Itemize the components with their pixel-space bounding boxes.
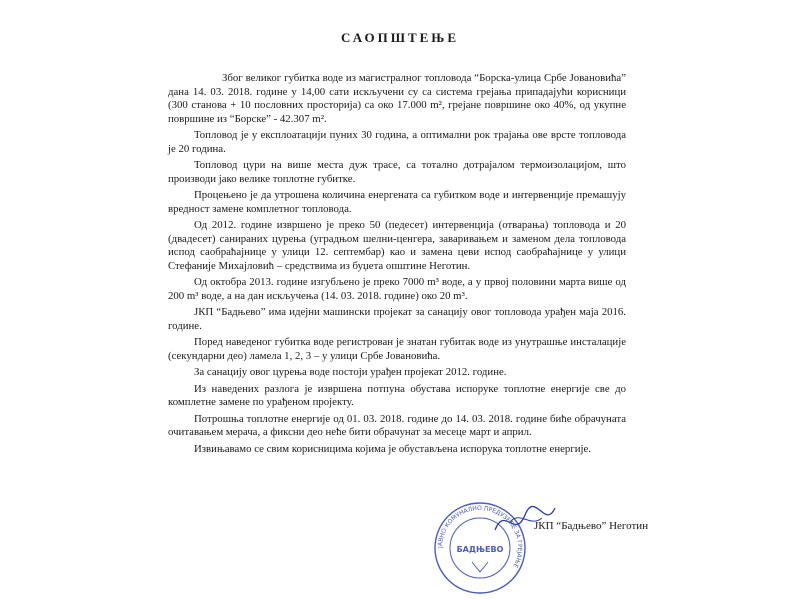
paragraph-7: ЈКП “Бадњево” има идејни машински пројекат за санацију овог топловода урађен маја 2016. године. xyxy=(168,306,626,332)
paragraph-2: Топловод је у експлоатацији пуних 30 година, а оптимални рок трајања ове врсте топловода је 20 година. xyxy=(168,129,626,155)
stamp-center-text: БАДЊЕВО xyxy=(456,545,504,554)
paragraph-4: Процењено је да утрошена количина енергената са губитком воде и интервенције премашују вредност замене комплетног топловода. xyxy=(168,189,626,215)
paragraph-5: Од 2012. године извршено је преко 50 (педесет) интервенција (отварања) топловода и 20 (двадесет) санираних цурења (уградњом шелни-ценгера, заваривањем и заменом дела топловода испод саобраћајнице у улици 12. септембар) као и замена цеви испод саобраћајнице у улици Стефаније Михајловић – средствима из буџета општине Неготин. xyxy=(168,219,626,272)
stamp-ring-textpath: ЈАВНО КОМУНАЛНО ПРЕДУЗЕЋЕ ЗА ГРЕЈАЊЕ xyxy=(436,504,524,569)
stamp-emblem-mark xyxy=(472,562,488,572)
paragraph-8: Поред наведеног губитка воде регистрован је знатан губитак воде из унутрашње инсталације (секундарни део) ламела 1, 2, 3 – у улици Србе Јовановића. xyxy=(168,336,626,362)
paragraph-3: Топловод цури на више места дуж трасе, са тотално дотрајалом термоизолацијом, што производи јако велике топлотне губитке. xyxy=(168,159,626,185)
paragraph-6: Од октобра 2013. године изгубљено је преко 7000 m³ воде, а у првој половини марта више од 200 m³ воде, а на дан искључења (14. 03. 2018. године) око 20 m³. xyxy=(168,276,626,302)
paragraph-9: За санацију овог цурења воде постоји урађен пројекат 2012. године. xyxy=(194,366,507,378)
paragraph-12: Извињавамо се свим корисницима којима је обустављена испорука топлотне енергије. xyxy=(194,442,592,455)
paragraph-1: Због великог губитка воде из магистралног топловода “Борска-улица Србе Јовановића” дана 14. 03. 2018. године у 14,00 сати искључени су са система грејања припадајући корисници (300 станова + 10 пословних просторија) са око 17.000 m², грејане површине око 40%, од укупне површине из “Борске” - 42.307 m². xyxy=(168,72,626,125)
paragraph-11: Потрошња топлотне енергије од 01. 03. 2018. године до 14. 03. 2018. године биће обрачуната очитавањем мерача, а фиксни део неће бити обрачунат за месеце март и април. xyxy=(168,412,626,438)
document-body xyxy=(168,72,626,459)
paragraph-10: Из наведених разлога је извршена потпуна обустава испоруке топлотне енергије све до комплетне замене по урађеном пројекту. xyxy=(168,382,626,408)
document-title: САОПШТЕЊЕ xyxy=(340,30,460,45)
signature-line: ЈКП “Бадњево” Неготин xyxy=(534,520,649,532)
